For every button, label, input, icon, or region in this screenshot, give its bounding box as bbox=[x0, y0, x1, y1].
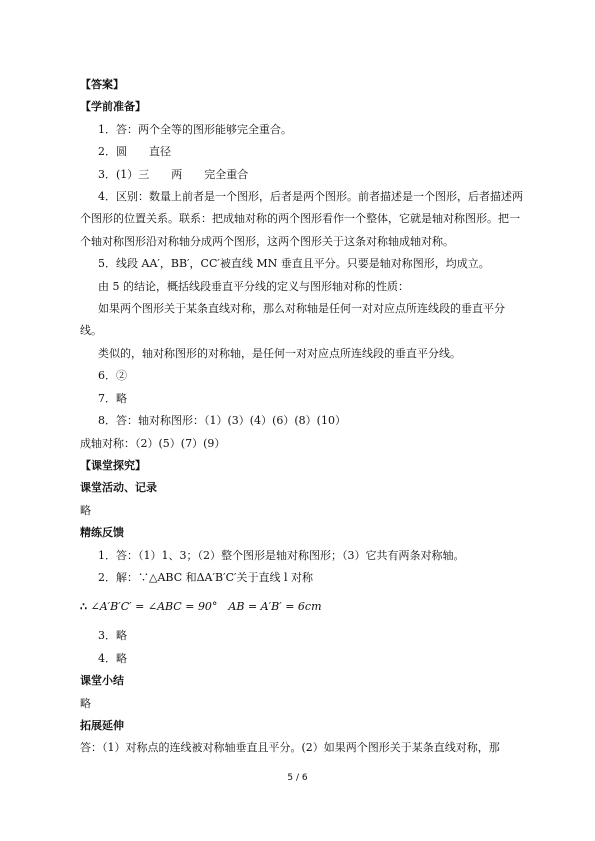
text-line: 成轴对称：（2）(5）(7）(9） bbox=[80, 436, 226, 450]
section-heading: 课堂活动、记录 bbox=[80, 481, 157, 495]
text-line: 2．解：∵△ABC 和ΔA′B′C′关于直线 l 对称 bbox=[98, 570, 313, 584]
text-line: 3．(1）三 两 完全重合 bbox=[98, 167, 249, 181]
text-line: 类似的，轴对称图形的对称轴，是任何一对对应点所连线段的垂直平分线。 bbox=[98, 346, 461, 360]
answer-lines-continued bbox=[80, 625, 520, 759]
text-line: 5．线段 AA′，BB′，CC′被直线 MN 垂直且平分。只要是轴对称图形，均成立。 bbox=[98, 257, 490, 271]
text-line: 1．答：两个全等的图形能够完全重合。 bbox=[98, 122, 292, 136]
section-heading: 课堂小结 bbox=[80, 674, 124, 688]
answer-lines bbox=[80, 74, 523, 589]
text-line: 1．答：（1）1、3；（2）整个图形是轴对称图形；（3）它共有两条对称轴。 bbox=[98, 548, 465, 562]
text-line: 个图形的位置关系。联系：把成轴对称的两个图形看作一个整体，它就是轴对称图形。把一 bbox=[80, 212, 520, 226]
math-line bbox=[80, 595, 520, 619]
math-expression: ∠A′B′C′ = ∠ABC = 90° AB = A′B′ = 6cm bbox=[90, 600, 322, 614]
text-line: 略 bbox=[80, 696, 91, 710]
text-line: 个轴对称图形沿对称轴分成两个图形，这两个图形关于这条对称轴成轴对称。 bbox=[80, 234, 454, 248]
text-line: 由 5 的结论，概括线段垂直平分线的定义与图形轴对称的性质： bbox=[98, 279, 409, 293]
text-line: 线。 bbox=[80, 324, 102, 338]
text-line: 3．略 bbox=[98, 629, 127, 643]
text-line: 2．圆 直径 bbox=[98, 145, 171, 159]
text-line: 略 bbox=[80, 503, 91, 517]
text-line: 4．略 bbox=[98, 651, 127, 665]
therefore-symbol: ∴ bbox=[80, 600, 87, 614]
section-heading: 【答案】 bbox=[80, 78, 124, 91]
text-line: 6．② bbox=[98, 369, 127, 383]
text-line: 答：（1）对称点的连线被对称轴垂直且平分。(2）如果两个图形关于某条直线对称，那 bbox=[80, 741, 500, 755]
section-heading: 【课堂探究】 bbox=[80, 458, 146, 472]
answer-content bbox=[80, 74, 523, 760]
page-number: 5 / 6 bbox=[287, 773, 308, 783]
section-heading: 【学前准备】 bbox=[80, 100, 146, 114]
section-heading: 精练反馈 bbox=[80, 526, 124, 540]
text-line: 如果两个图形关于某条直线对称，那么对称轴是任何一对对应点所连线段的垂直平分 bbox=[98, 302, 505, 316]
text-line: 8．答：轴对称图形：（1）(3）(4）(6）(8）(10） bbox=[98, 414, 346, 428]
text-line: 7．略 bbox=[98, 391, 127, 405]
text-line: 4．区别：数量上前者是一个图形，后者是两个图形。前者描述是一个图形，后者描述两 bbox=[98, 190, 523, 204]
section-heading: 拓展延伸 bbox=[80, 718, 124, 732]
